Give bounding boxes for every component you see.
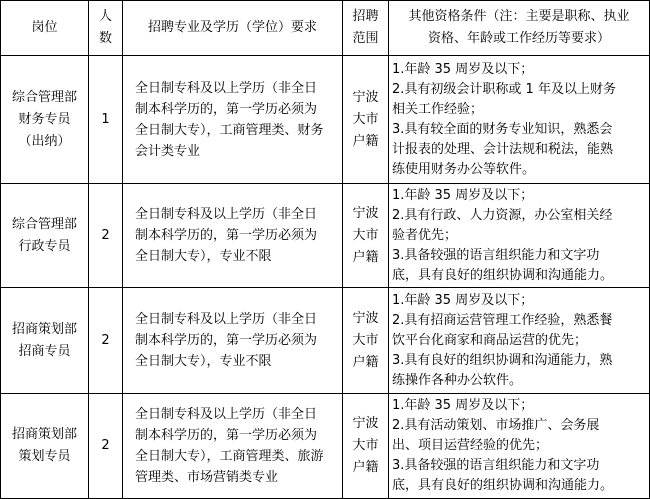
- position-line: 招商专员: [18, 343, 71, 359]
- scope-line: 宁波: [352, 310, 379, 326]
- count-cell: [89, 184, 123, 288]
- position-cell: [1, 56, 89, 184]
- scope-line: 户籍: [352, 354, 379, 370]
- major-cell: [123, 288, 343, 394]
- other-line: 2.具有初级会计职称或 1 年及以上财务: [392, 81, 616, 97]
- position-line: 综合管理部: [11, 216, 77, 232]
- major-line: 全日制专科及以上学历（非全日: [135, 207, 318, 222]
- table-row: [1, 184, 650, 288]
- table-row: [1, 56, 650, 184]
- other-line: 3.具备较强的语言组织能力和文字功: [392, 247, 600, 263]
- major-line: 全日制专科及以上学历（非全日: [135, 312, 318, 327]
- header-count: [89, 1, 123, 56]
- major-line: 全日制大专），专业不限: [135, 249, 272, 264]
- header-major-label: 招聘专业及学历（学位）要求: [147, 20, 317, 35]
- other-line: 3.具有良好的组织协调和沟通能力，熟: [392, 352, 613, 368]
- scope-line: 户籍: [352, 133, 379, 149]
- other-line: 饮平台化商家和商品运营的优先；: [392, 332, 588, 348]
- other-cell: [389, 394, 650, 499]
- table-row: [1, 288, 650, 394]
- count-value: 2: [101, 227, 110, 243]
- other-line: 2.具有招商运营管理工作经验，熟悉餐: [392, 312, 613, 328]
- header-major: [123, 1, 343, 56]
- other-line: 3.具有较全面的财务专业知识，熟悉会: [392, 121, 613, 137]
- scope-cell: [343, 184, 389, 288]
- count-value: 2: [101, 332, 110, 348]
- scope-line: 户籍: [352, 460, 379, 475]
- other-line: 验者优先；: [392, 227, 458, 243]
- header-scope-line: 招聘: [352, 9, 379, 24]
- position-line: 招商策划部: [11, 427, 77, 442]
- table-row: [1, 394, 650, 499]
- other-line: 相关工作经验；: [392, 101, 484, 117]
- count-cell: [89, 394, 123, 499]
- position-line: 招商策划部: [11, 321, 77, 337]
- position-cell: [1, 394, 89, 499]
- scope-line: 宁波: [352, 416, 379, 431]
- other-line: 2.具有活动策划、市场推广、会务展: [392, 418, 600, 433]
- position-line: 行政专员: [18, 238, 71, 254]
- other-line: 计报表的处理、会计法规和税法，能熟: [392, 141, 614, 157]
- scope-line: 宁波: [352, 89, 379, 105]
- position-line: 策划专员: [18, 449, 71, 464]
- other-line: 1.年龄 35 周岁及以下；: [392, 398, 534, 413]
- scope-line: 大市: [352, 227, 379, 243]
- other-cell: [389, 184, 650, 288]
- header-scope: [343, 1, 389, 56]
- other-line: 3.具备较强的语言组织能力和文字功: [392, 458, 600, 473]
- position-line: 综合管理部: [11, 89, 77, 105]
- scope-line: 大市: [352, 332, 379, 348]
- count-value: 1: [101, 111, 110, 127]
- other-line: 练操作各种办公软件。: [392, 372, 523, 388]
- position-line: 财务专员: [18, 111, 71, 127]
- major-cell: [123, 394, 343, 499]
- other-line: 出、项目运营经验的优先；: [392, 438, 549, 453]
- major-line: 全日制大专），工商管理类、旅游: [135, 449, 324, 464]
- major-line: 全日制专科及以上学历（非全日: [135, 407, 318, 422]
- scope-line: 大市: [352, 111, 379, 127]
- header-other-line: 资格、年龄或工作经历等要求）: [427, 31, 610, 46]
- position-line: （出纳）: [18, 133, 71, 149]
- position-cell: [1, 288, 89, 394]
- major-line: 管理类、市场营销类专业: [135, 470, 279, 485]
- other-line: 2.具有行政、人力资源，办公室相关经: [392, 207, 613, 223]
- other-line: 练使用财务办公等软件。: [392, 161, 536, 177]
- scope-cell: [343, 288, 389, 394]
- major-line: 全日制专科及以上学历（非全日: [135, 80, 318, 96]
- major-cell: [123, 184, 343, 288]
- header-other: [389, 1, 650, 56]
- position-cell: [1, 184, 89, 288]
- other-line: 底，具有良好的组织协调和沟通能力。: [392, 267, 614, 283]
- other-line: 底，具有良好的组织协调和沟通能力。: [392, 478, 614, 493]
- count-value: 2: [101, 438, 110, 453]
- header-other-line: 其他资格条件（注：主要是职称、执业: [408, 9, 630, 24]
- other-line: 1.年龄 35 周岁及以下；: [392, 187, 534, 203]
- header-count-line: 人: [98, 9, 112, 24]
- major-line: 会计类专业: [135, 143, 201, 159]
- scope-cell: [343, 56, 389, 184]
- major-line: 制本科学历的，第一学历必须为: [135, 101, 318, 117]
- other-cell: [389, 56, 650, 184]
- other-line: 1.年龄 35 周岁及以下；: [392, 61, 534, 77]
- scope-line: 户籍: [352, 249, 379, 265]
- scope-line: 宁波: [352, 205, 379, 221]
- other-line: 1.年龄 35 周岁及以下；: [392, 292, 534, 308]
- major-line: 制本科学历的，第一学历必须为: [135, 333, 318, 348]
- major-cell: [123, 56, 343, 184]
- header-count-line: 数: [98, 31, 112, 46]
- scope-cell: [343, 394, 389, 499]
- other-cell: [389, 288, 650, 394]
- major-line: 全日制大专），专业不限: [135, 354, 272, 369]
- major-line: 制本科学历的，第一学历必须为: [135, 428, 318, 443]
- scope-line: 大市: [352, 438, 379, 453]
- header-scope-line: 范围: [352, 31, 379, 46]
- header-position-label: 岗位: [31, 20, 58, 35]
- major-line: 全日制大专），工商管理类、财务: [135, 122, 324, 138]
- count-cell: [89, 56, 123, 184]
- table-header-row: [1, 1, 650, 56]
- major-line: 制本科学历的，第一学历必须为: [135, 228, 318, 243]
- count-cell: [89, 288, 123, 394]
- header-position: [1, 1, 89, 56]
